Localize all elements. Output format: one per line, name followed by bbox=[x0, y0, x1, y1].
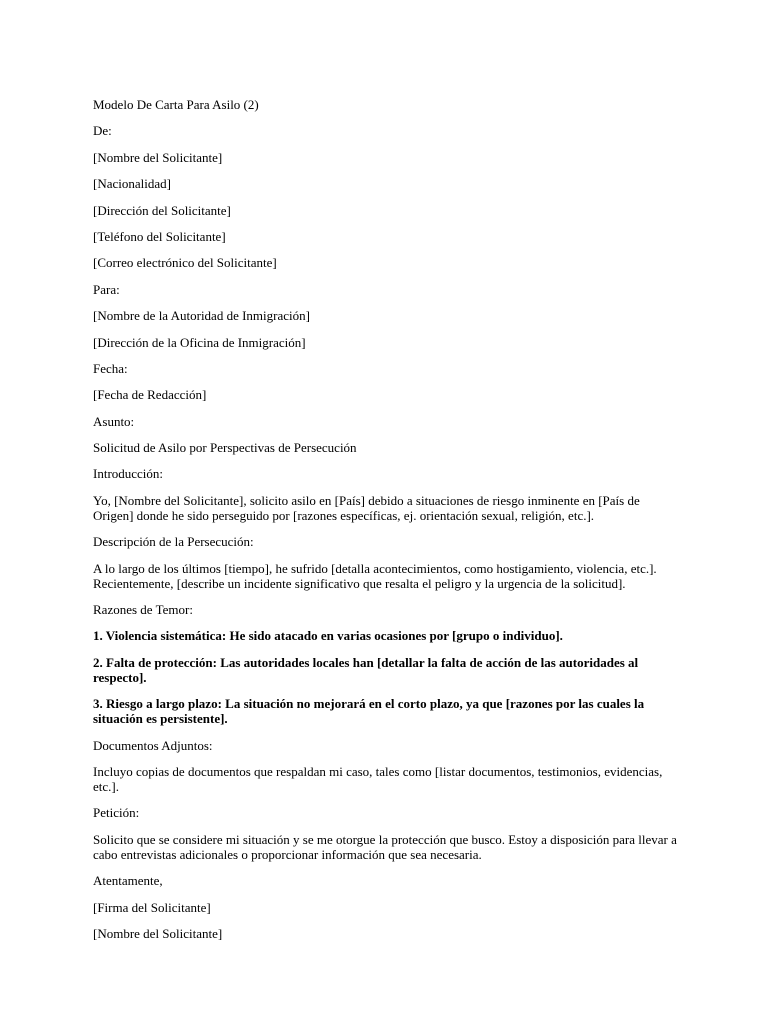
intro-paragraph: Yo, [Nombre del Solicitante], solicito asilo en [País] debido a situaciones de riesgo inminente en [País de Origen] donde he sido perseguido por [razones específicas, ej. orientación sexual, religión, etc.]. bbox=[93, 492, 640, 523]
persecution-paragraph: A lo largo de los últimos [tiempo], he sufrido [detalla acontecimientos, como hostigamiento, violencia, etc.]. Recientemente, [describe un incidente significativo que resalta el peligro y la urgencia de la solicitud]. bbox=[93, 560, 657, 591]
document-title: Modelo De Carta Para Asilo (2) bbox=[93, 97, 259, 112]
recipient-authority: [Nombre de la Autoridad de Inmigración] bbox=[93, 308, 310, 324]
sender-email: [Correo electrónico del Solicitante] bbox=[93, 255, 277, 271]
recipient-office-address: [Dirección de la Oficina de Inmigración] bbox=[93, 334, 306, 350]
attachments-paragraph: Incluyo copias de documentos que respaldan mi caso, tales como [listar documentos, testimonios, evidencias, etc.]. bbox=[93, 763, 663, 794]
subject-label: Asunto: bbox=[93, 413, 135, 429]
subject-value: Solicitud de Asilo por Perspectivas de Persecución bbox=[93, 440, 357, 456]
sender-name: [Nombre del Solicitante] bbox=[93, 149, 223, 165]
reason-item-2: 2. Falta de protección: Las autoridades locales han [detallar la falta de acción de las autoridades al respecto]. bbox=[93, 654, 639, 685]
signature-name: [Nombre del Solicitante] bbox=[93, 925, 223, 941]
sender-address: [Dirección del Solicitante] bbox=[93, 202, 231, 218]
from-label: De: bbox=[93, 123, 112, 139]
sender-nationality: [Nacionalidad] bbox=[93, 176, 171, 192]
date-value: [Fecha de Redacción] bbox=[93, 387, 207, 403]
petition-paragraph: Solicito que se considere mi situación y se me otorgue la protección que busco. Estoy a disposición para llevar a cabo entrevistas adicionales o proporcionar información que sea necesaria. bbox=[93, 831, 677, 862]
attachments-heading: Documentos Adjuntos: bbox=[93, 737, 213, 753]
sender-phone: [Teléfono del Solicitante] bbox=[93, 228, 226, 244]
letter-document bbox=[93, 97, 678, 952]
petition-heading: Petición: bbox=[93, 805, 140, 821]
reason-item-1: 1. Violencia sistemática: He sido atacado en varias ocasiones por [grupo o individuo]. bbox=[93, 628, 563, 644]
to-label: Para: bbox=[93, 281, 120, 297]
reasons-heading: Razones de Temor: bbox=[93, 602, 193, 618]
closing-text: Atentamente, bbox=[93, 873, 163, 889]
signature-placeholder: [Firma del Solicitante] bbox=[93, 899, 211, 915]
persecution-heading: Descripción de la Persecución: bbox=[93, 534, 254, 550]
date-label: Fecha: bbox=[93, 360, 128, 376]
reason-item-3: 3. Riesgo a largo plazo: La situación no mejorará en el corto plazo, ya que [razones por las cuales la situación es persistente]. bbox=[93, 696, 645, 727]
intro-heading: Introducción: bbox=[93, 466, 164, 482]
